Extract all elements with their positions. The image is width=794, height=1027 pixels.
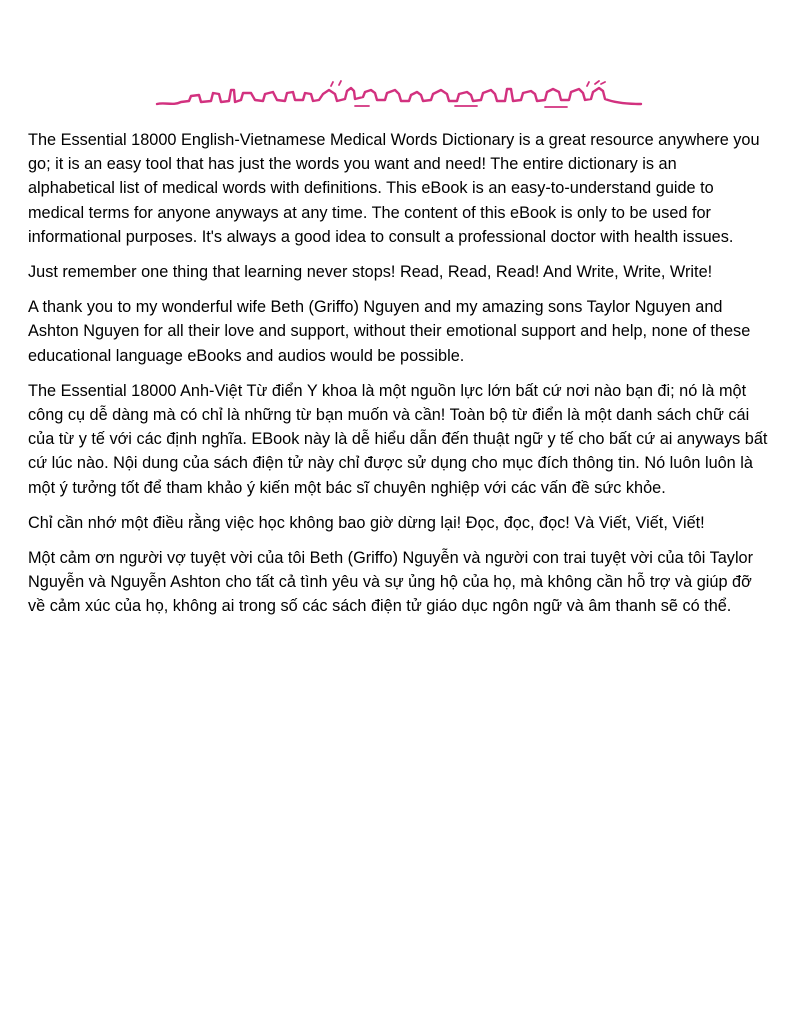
document-body — [28, 128, 768, 630]
motto-vietnamese-paragraph: Chỉ cần nhớ một điều rằng việc học không bao giờ dừng lại! Đọc, đọc, đọc! Và Viết, Viết, Viết! — [28, 513, 705, 532]
village-skyline-divider-icon — [155, 80, 643, 114]
motto-english-paragraph: Just remember one thing that learning never stops! Read, Read, Read! And Write, Write, Write! — [28, 263, 713, 282]
acknowledgement-english-paragraph: A thank you to my wonderful wife Beth (Griffo) Nguyen and my amazing sons Taylor Nguyen and Ashton Nguyen for all their love and support, without their emotional support and help, none of these educational language eBooks and audios would be possible. — [28, 298, 751, 365]
acknowledgement-vietnamese-paragraph: Một cảm ơn người vợ tuyệt vời của tôi Beth (Griffo) Nguyễn và người con trai tuyệt vời của tôi Taylor Nguyễn và Nguyễn Ashton cho tất cả tình yêu và sự ủng hộ của họ, mà không cần hỗ trợ và giúp đỡ về cảm xúc của họ, không ai trong số các sách điện tử giáo dục ngôn ngữ và âm thanh sẽ có thể. — [28, 549, 754, 616]
intro-english-paragraph: The Essential 18000 English-Vietnamese Medical Words Dictionary is a great resource anywhere you go; it is an easy tool that has just the words you want and need! The entire dictionary is an alphabetical list of medical words with definitions. This eBook is an easy-to-understand guide to medical terms for anyone anyways at any time. The content of this eBook is only to be used for informational purposes. It's always a good idea to consult a professional doctor with health issues. — [28, 131, 760, 246]
intro-vietnamese-paragraph: The Essential 18000 Anh-Việt Từ điển Y khoa là một nguồn lực lớn bất cứ nơi nào bạn đi; nó là một công cụ dễ dàng mà có chỉ là những từ bạn muốn và cần! Toàn bộ từ điển là một danh sách chữ cái của từ y tế với các định nghĩa. EBook này là dễ hiểu dẫn đến thuật ngữ y tế cho bất cứ ai anyways bất cứ lúc nào. Nội dung của sách điện tử này chỉ được sử dụng cho mục đích thông tin. Nó luôn luôn là một ý tưởng tốt để tham khảo ý kiến một bác sĩ chuyên nghiệp với các vấn đề sức khỏe. — [28, 381, 768, 497]
